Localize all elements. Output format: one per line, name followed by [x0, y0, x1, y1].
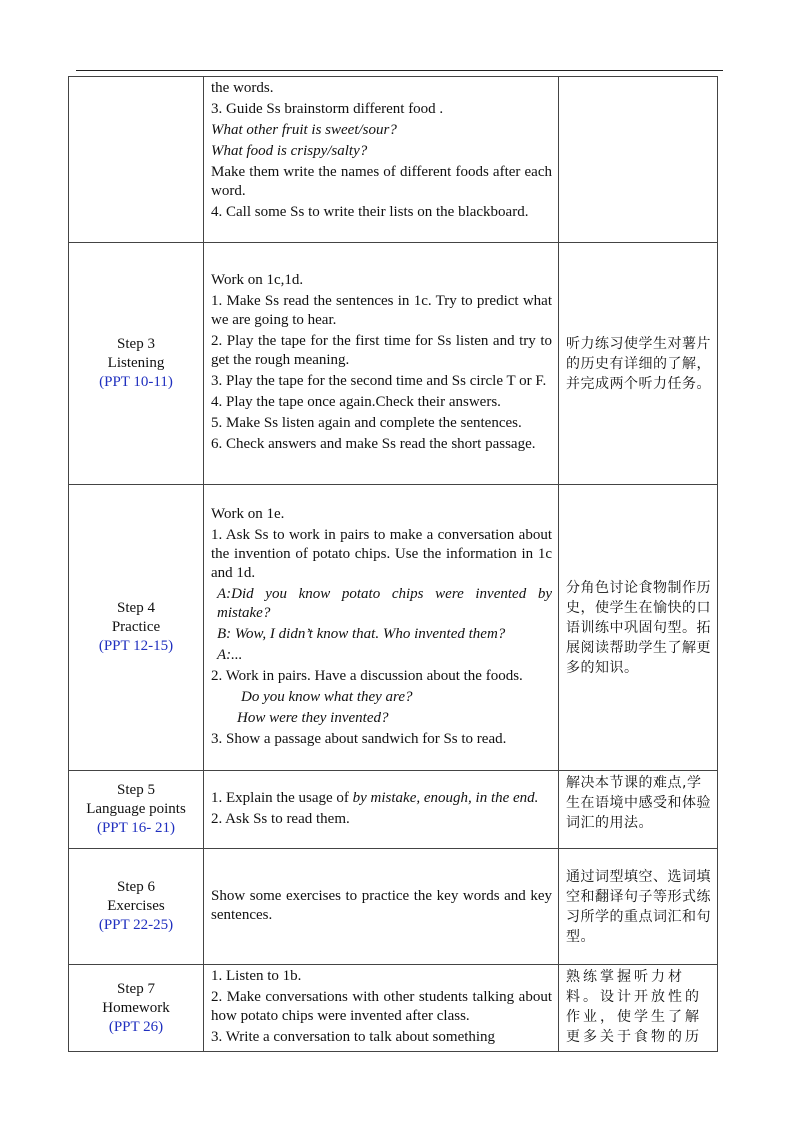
header-rule — [76, 70, 723, 71]
lesson-step-row — [69, 849, 718, 965]
procedure-line: Work on 1c,1d. — [211, 272, 304, 288]
procedure-line: 2. Ask Ss to read them. — [211, 810, 350, 827]
procedure-line: 1. Listen to 1b. — [211, 968, 302, 984]
procedure-line: What other fruit is sweet/sour? — [211, 122, 397, 138]
step-cell — [69, 485, 204, 771]
procedure-line: Make them write the names of different foods after each word. — [211, 164, 552, 199]
ppt-reference: (PPT 22-25) — [98, 917, 174, 933]
ppt-reference: (PPT 16- 21) — [96, 820, 176, 836]
procedure-cell — [204, 771, 559, 849]
procedure-line: 1. Explain the usage of by mistake, enough, in the end. — [211, 789, 539, 806]
step-number: Step 4 — [117, 600, 155, 616]
procedure-line: 1. Make Ss read the sentences in 1c. Try to predict what we are going to hear. — [211, 293, 552, 328]
step-number: Step 5 — [117, 782, 155, 798]
procedure-line: B: Wow, I didn’t know that. Who invented them? — [217, 625, 506, 642]
step-name: Listening — [107, 355, 165, 371]
procedure-line: Do you know what they are? — [241, 688, 413, 705]
procedure-cell — [204, 849, 559, 965]
lesson-step-row — [69, 243, 718, 485]
step-name: Homework — [102, 999, 170, 1016]
step-name: Language points — [86, 801, 186, 817]
step-cell — [69, 77, 204, 243]
lesson-step-row — [69, 965, 718, 1052]
procedure-line: 1. Ask Ss to work in pairs to make a conversation about the invention of potato chips. Use the information in 1c and 1d. — [211, 526, 552, 581]
design-intent-cell: 听力练习使学生对薯片的历史有详细的了解， 并完成两个听力任务。 — [559, 243, 718, 485]
procedure-line: 2. Play the tape for the first time for Ss listen and try to get the rough meaning. — [211, 333, 552, 368]
procedure-line: 3. Write a conversation to talk about something — [211, 1029, 496, 1045]
key-phrases: by mistake, enough, in the end. — [352, 789, 539, 806]
lesson-step-row — [69, 77, 718, 243]
lesson-plan-table — [68, 76, 718, 1052]
lesson-step-row — [69, 485, 718, 771]
procedure-line: 4. Call some Ss to write their lists on the blackboard. — [211, 204, 529, 220]
procedure-line: the words. — [211, 80, 274, 96]
design-intent-cell — [559, 77, 718, 243]
design-intent-cell: 分角色讨论食物制作历史，使学生在愉快的口语训练中巩固句型。拓展阅读帮助学生了解更多的知识。 — [559, 485, 718, 771]
design-intent-cell: 解决本节课的难点,学生在语境中感受和体验词汇的用法。 — [559, 771, 718, 849]
step-number: Step 7 — [117, 980, 155, 997]
design-intent-cell: 通过词型填空、选词填空和翻译句子等形式练习所学的重点词汇和句型。 — [559, 849, 718, 965]
procedure-line: How were they invented? — [237, 709, 389, 726]
procedure-cell — [204, 77, 559, 243]
procedure-line: 4. Play the tape once again.Check their answers. — [211, 394, 501, 410]
step-number: Step 6 — [117, 879, 155, 895]
procedure-line: 3. Guide Ss brainstorm different food . — [211, 101, 444, 117]
ppt-reference: (PPT 12-15) — [98, 638, 174, 654]
step-cell — [69, 849, 204, 965]
procedure-line: 3. Play the tape for the second time and Ss circle T or F. — [211, 373, 547, 389]
step-cell — [69, 965, 204, 1052]
procedure-line: A:Did you know potato chips were invented by mistake? — [217, 585, 552, 621]
step-name: Practice — [111, 619, 161, 635]
procedure-line: 6. Check answers and make Ss read the short passage. — [211, 436, 536, 452]
procedure-line: 2. Work in pairs. Have a discussion about the foods. — [211, 667, 523, 684]
procedure-line: What food is crispy/salty? — [211, 143, 368, 159]
ppt-reference: (PPT 10-11) — [99, 374, 173, 390]
procedure-line: 5. Make Ss listen again and complete the sentences. — [211, 415, 522, 431]
step-cell — [69, 771, 204, 849]
procedure-cell — [204, 965, 559, 1052]
lesson-step-row — [69, 771, 718, 849]
procedure-line: Show some exercises to practice the key words and key sentences. — [211, 887, 552, 923]
design-intent-cell: 熟练掌握听力材料。设计开放性的作业，使学生了解更多关于食物的历 — [559, 965, 718, 1052]
step-cell — [69, 243, 204, 485]
procedure-line: 2. Make conversations with other students talking about how potato chips were invented after class. — [211, 989, 552, 1024]
step-number: Step 3 — [117, 336, 155, 352]
procedure-cell — [204, 485, 559, 771]
procedure-cell — [204, 243, 559, 485]
ppt-reference: (PPT 26) — [108, 1018, 164, 1035]
step-name: Exercises — [107, 898, 165, 914]
procedure-line: A:... — [217, 646, 243, 663]
procedure-line: 3. Show a passage about sandwich for Ss to read. — [211, 730, 507, 747]
procedure-line: Work on 1e. — [211, 505, 285, 522]
